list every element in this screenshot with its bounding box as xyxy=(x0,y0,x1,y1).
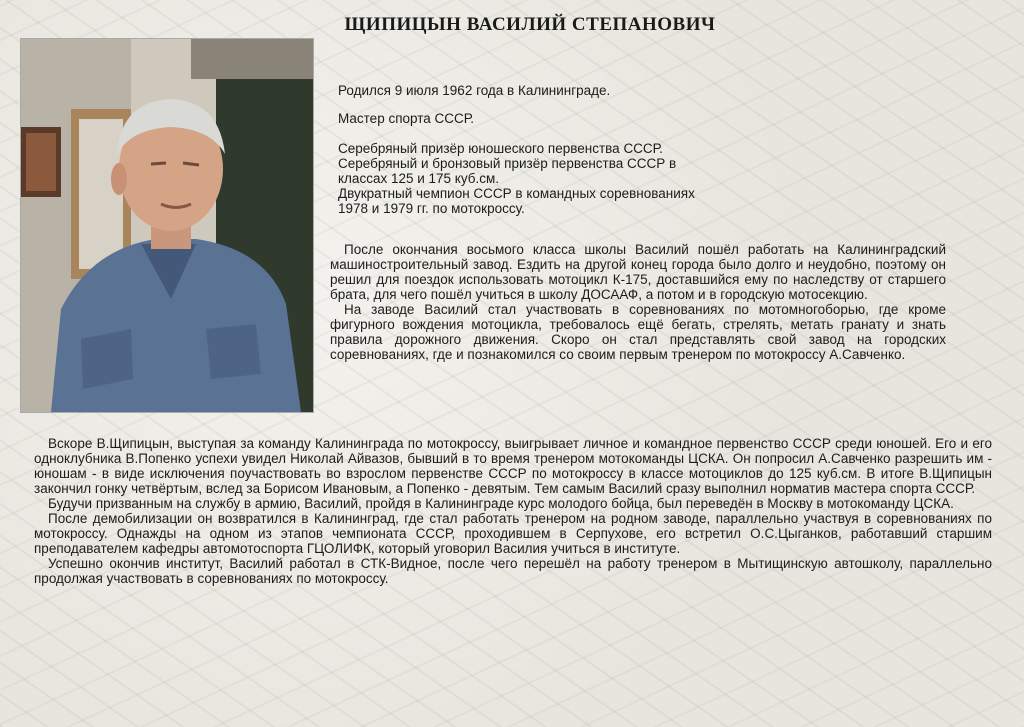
sport-title: Мастер спорта СССР. xyxy=(338,111,474,126)
birth-info: Родился 9 июля 1962 года в Калининграде. xyxy=(338,83,611,98)
page-title: ЩИПИЦЫН ВАСИЛИЙ СТЕПАНОВИЧ xyxy=(344,14,716,35)
story-paragraph: После демобилизации он возвратился в Калининград, где стал работать тренером на родном заводе, параллельно участвуя в соревнованиях по мотокроссу. Однажды на одном из этапов чемпионата СССР, проходившем в Серпухове, его встретил О.С.Цыганков, работавший старшим преподавателем кафедры автомотоспорта ГЦОЛИФК, который уговорил Василия учиться в институте. xyxy=(34,511,992,556)
award-line: Двукратный чемпион СССР в командных соревнованиях xyxy=(338,186,695,201)
award-line: классах 125 и 175 куб.см. xyxy=(338,171,500,186)
story-top xyxy=(330,242,946,362)
story-paragraph: Будучи призванным на службу в армию, Василий, пройдя в Калининграде курс молодого бойца, был переведён в Москву в мотокоманду ЦСКА. xyxy=(48,496,954,511)
story-paragraph: На заводе Василий стал участвовать в соревнованиях по мотомногоборью, где кроме фигурного вождения мотоцикла, требовалось ещё бегать, стрелять, метать гранату и знать правила дорожного движения. Скоро он стал представлять свой завод на городских соревнованиях, где и познакомился со своим первым тренером по мотокроссу А.Савченко. xyxy=(330,302,946,362)
award-line: Серебряный призёр юношеского первенства СССР. xyxy=(338,141,663,156)
story-paragraph: После окончания восьмого класса школы Василий пошёл работать на Калининградский машиностроительный завод. Ездить на другой конец города было долго и неудобно, поэтому он решил для поездок использовать мотоцикл К-175, доставшийся ему по наследству от старшего брата, для чего пошёл учиться в школу ДОСААФ, а потом и в городскую мотосекцию. xyxy=(330,242,946,302)
portrait-photo xyxy=(20,38,314,413)
portrait-illustration xyxy=(21,39,313,412)
award-line: Серебряный и бронзовый призёр первенства СССР в xyxy=(338,156,677,171)
award-line: 1978 и 1979 гг. по мотокроссу. xyxy=(338,201,525,216)
story-bottom xyxy=(34,436,992,586)
story-paragraph: Успешно окончив институт, Василий работал в СТК-Видное, после чего перешёл на работу тренером в Мытищинскую автошколу, параллельно продолжая участвовать в соревнованиях по мотокроссу. xyxy=(34,556,992,586)
story-paragraph: Вскоре В.Щипицын, выступая за команду Калининграда по мотокроссу, выигрывает личное и командное первенство СССР среди юношей. Его и его одноклубника В.Попенко успехи увидел Николай Айвазов, бывший в то время тренером мотокоманды ЦСКА. Он попросил А.Савченко разрешить им - юношам - в виде исключения поучаствовать во взрослом первенстве СССР по мотокроссу в классе мотоциклов до 125 куб.см. В итоге В.Щипицын закончил гонку четвёртым, вслед за Борисом Ивановым, а Попенко - девятым. Тем самым Василий сразу выполнил норматив мастера спорта СССР. xyxy=(34,436,992,496)
